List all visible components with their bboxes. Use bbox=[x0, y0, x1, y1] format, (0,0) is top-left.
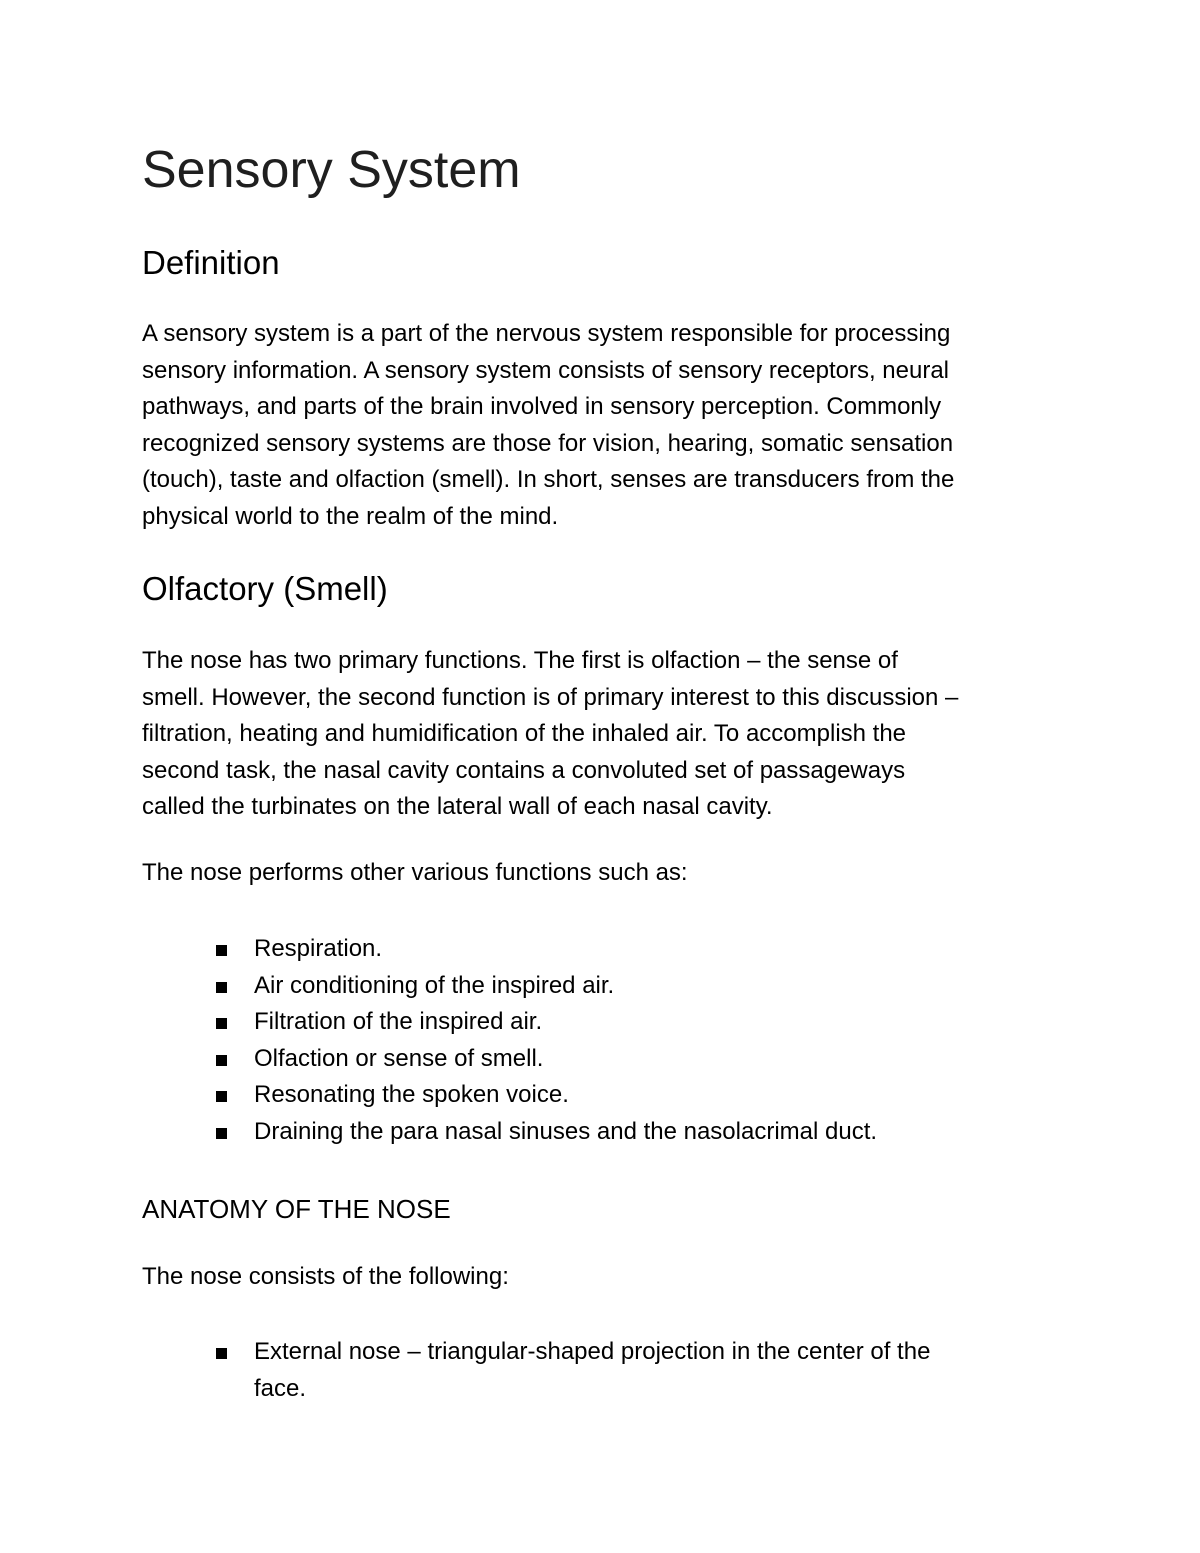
anatomy-intro: The nose consists of the following: bbox=[142, 1263, 509, 1290]
list-item bbox=[216, 968, 877, 1005]
square-bullet-icon bbox=[216, 1091, 227, 1102]
olfactory-paragraph bbox=[142, 643, 1072, 826]
paragraph-line: sensory information. A sensory system consists of sensory receptors, neural bbox=[142, 356, 950, 384]
paragraph-line: second task, the nasal cavity contains a convoluted set of passageways bbox=[142, 756, 906, 784]
square-bullet-icon bbox=[216, 1128, 227, 1139]
square-bullet-icon bbox=[216, 1018, 227, 1029]
list-item bbox=[216, 1041, 877, 1078]
paragraph-line: smell. However, the second function is of primary interest to this discussion – bbox=[142, 683, 959, 711]
definition-heading: Definition bbox=[142, 244, 280, 281]
list-item bbox=[216, 931, 877, 968]
list-item-text: Filtration of the inspired air. bbox=[254, 1008, 543, 1036]
list-item-text: face. bbox=[254, 1374, 307, 1402]
definition-paragraph bbox=[142, 316, 1072, 536]
anatomy-heading: ANATOMY OF THE NOSE bbox=[142, 1194, 451, 1224]
square-bullet-icon bbox=[216, 982, 227, 993]
document-title: Sensory System bbox=[142, 141, 521, 199]
list-item-text: Draining the para nasal sinuses and the nasolacrimal duct. bbox=[254, 1117, 878, 1145]
paragraph-line: recognized sensory systems are those for vision, hearing, somatic sensation bbox=[142, 429, 954, 457]
list-item-text: Air conditioning of the inspired air. bbox=[254, 971, 615, 999]
paragraph-line: called the turbinates on the lateral wall of each nasal cavity. bbox=[142, 793, 773, 821]
list-item-text: Resonating the spoken voice. bbox=[254, 1081, 569, 1109]
list-item bbox=[216, 1334, 930, 1407]
square-bullet-icon bbox=[216, 1348, 227, 1359]
paragraph-line: filtration, heating and humidification of the inhaled air. To accomplish the bbox=[142, 720, 907, 748]
list-item-text: Olfaction or sense of smell. bbox=[254, 1044, 544, 1072]
list-item bbox=[216, 1004, 877, 1041]
list-item-text: External nose – triangular-shaped projection in the center of the bbox=[254, 1338, 931, 1365]
functions-intro: The nose performs other various functions such as: bbox=[142, 859, 688, 886]
paragraph-line: physical world to the realm of the mind. bbox=[142, 502, 559, 530]
paragraph-line: pathways, and parts of the brain involved in sensory perception. Commonly bbox=[142, 393, 942, 421]
anatomy-list bbox=[216, 1334, 930, 1407]
square-bullet-icon bbox=[216, 1055, 227, 1066]
list-item bbox=[216, 1114, 877, 1151]
paragraph-line: The nose has two primary functions. The first is olfaction – the sense of bbox=[142, 647, 898, 674]
square-bullet-icon bbox=[216, 945, 227, 956]
list-item-text: Respiration. bbox=[254, 935, 383, 962]
functions-list bbox=[216, 931, 877, 1151]
paragraph-line: (touch), taste and olfaction (smell). In short, senses are transducers from the bbox=[142, 466, 955, 494]
paragraph-line: A sensory system is a part of the nervous system responsible for processing bbox=[142, 320, 951, 347]
olfactory-heading: Olfactory (Smell) bbox=[142, 570, 388, 607]
list-item bbox=[216, 1077, 877, 1114]
